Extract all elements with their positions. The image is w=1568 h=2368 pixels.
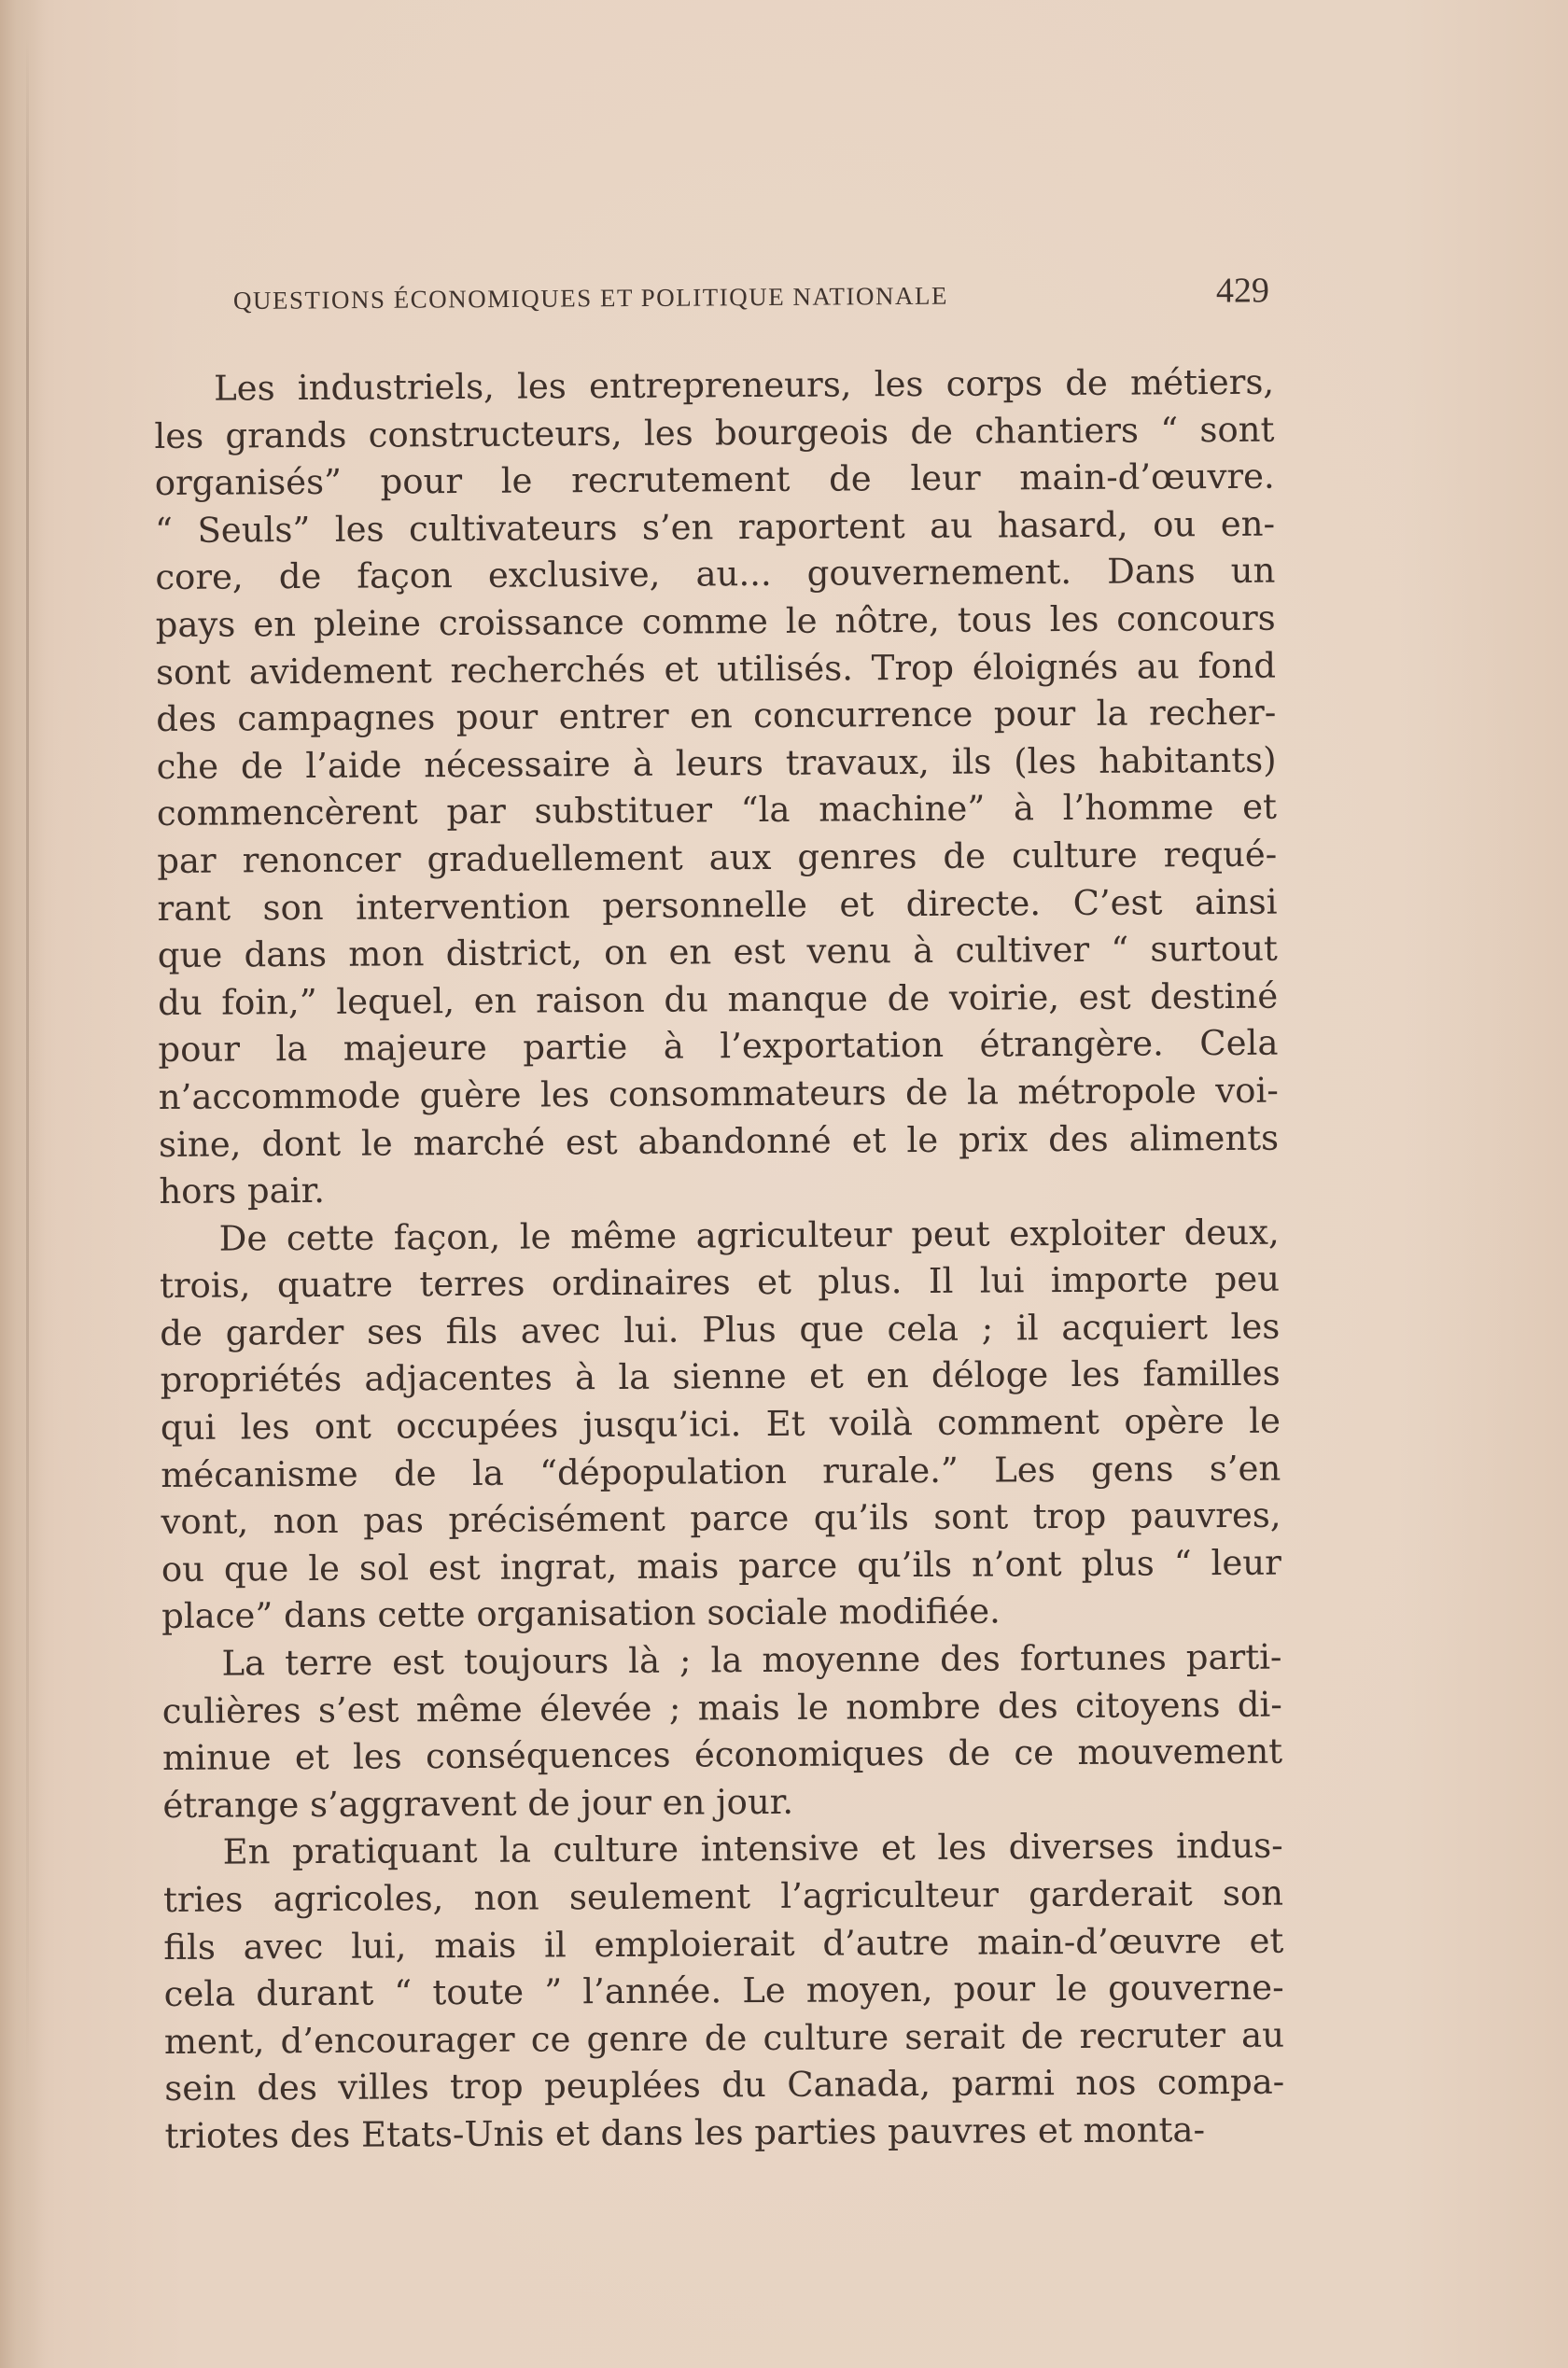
paragraph xyxy=(154,359,1280,1216)
text-line: culières s’est même élevée ; mais le nombre des citoyens di- xyxy=(161,1684,1282,1731)
text-line: des campagnes pour entrer en concurrence pour la recher- xyxy=(156,692,1277,740)
text-line: ment, d’encourager ce genre de culture serait de recruter au xyxy=(163,2014,1285,2062)
text-line: du foin,” lequel, en raison du manque de voirie, est destiné xyxy=(158,975,1279,1023)
page-header xyxy=(233,268,1269,331)
text-line: “ Seuls” les cultivateurs s’en raportent au hasard, ou en- xyxy=(154,503,1276,551)
text-line: fils avec lui, mais il emploierait d’autre main-d’œuvre et xyxy=(163,1920,1284,1968)
text-line: vont, non pas précisément parce qu’ils sont trop pauvres, xyxy=(161,1494,1281,1543)
page-gutter xyxy=(0,0,45,2368)
text-line: pour la majeure partie à l’exportation étrangère. Cela xyxy=(158,1022,1279,1071)
text-line: tries agricoles, non seulement l’agriculteur garderait son xyxy=(162,1872,1284,1920)
text-line: trois, quatre terres ordinaires et plus. Il lui importe peu xyxy=(159,1258,1281,1307)
text-line: minue et les conséquences économiques de ce mouvement xyxy=(161,1730,1283,1779)
text-line: De cette façon, le même agriculteur peut exploiter deux, xyxy=(218,1212,1280,1259)
text-line: core, de façon exclusive, au... gouvernement. Dans un xyxy=(155,551,1276,598)
text-line: En pratiquant la culture intensive et les diverses indus- xyxy=(222,1826,1283,1872)
text-line: qui les ont occupées jusqu’ici. Et voilà comment opère le xyxy=(160,1400,1281,1449)
text-line: par renoncer graduellement aux genres de culture requé- xyxy=(157,834,1278,881)
text-line: place” dans cette organisation sociale modifiée. xyxy=(161,1590,1001,1637)
text-line: ou que le sol est ingrat, mais parce qu’ils n’ont plus “ leur xyxy=(161,1542,1281,1590)
paragraph xyxy=(160,1209,1282,1641)
text-line: sein des villes trop peuplées du Canada, parmi nos compa- xyxy=(164,2062,1285,2109)
text-line: che de l’aide nécessaire à leurs travaux, ils (les habitants) xyxy=(156,739,1277,787)
running-title: QUESTIONS ÉCONOMIQUES ET POLITIQUE NATIONALE xyxy=(232,281,949,315)
text-line: étrange s’aggravent de jour en jour. xyxy=(162,1781,794,1826)
text-line: propriétés adjacentes à la sienne et en déloge les familles xyxy=(160,1353,1281,1401)
text-line: cela durant “ toute ” l’année. Le moyen, pour le gouverne- xyxy=(163,1967,1284,2015)
text-line: de garder ses fils avec lui. Plus que cela ; il acquiert les xyxy=(160,1306,1281,1353)
text-line: hors pair. xyxy=(159,1170,326,1212)
text-line: triotes des Etats-Unis et dans les parties pauvres et monta- xyxy=(164,2109,1206,2156)
text-line: Les industriels, les entrepreneurs, les corps de métiers, xyxy=(214,361,1275,409)
page-number: 429 xyxy=(1215,271,1270,311)
text-line: organisés” pour le recrutement de leur main-d’œuvre. xyxy=(154,455,1275,504)
text-line: commencèrent par substituer “la machine” à l’homme et xyxy=(156,787,1278,834)
text-line: sine, dont le marché est abandonné et le prix des aliments xyxy=(158,1117,1280,1165)
text-line: pays en pleine croissance comme le nôtre, tous les concours xyxy=(155,597,1276,645)
text-line: rant son intervention personnelle et directe. C’est ainsi xyxy=(157,881,1278,929)
text-line: les grands constructeurs, les bourgeois de chantiers “ sont xyxy=(154,409,1275,456)
text-line: sont avidement recherchés et utilisés. Trop éloignés au fond xyxy=(155,645,1277,693)
body-text xyxy=(154,359,1285,2161)
text-line: que dans mon district, on en est venu à cultiver “ surtout xyxy=(157,928,1278,976)
text-line: n’accommode guère les consommateurs de la métropole voi- xyxy=(158,1070,1279,1117)
text-line: La terre est toujours là ; la moyenne des fortunes parti- xyxy=(221,1636,1282,1684)
paragraph xyxy=(161,1634,1282,1830)
text-line: mécanisme de la “dépopulation rurale.” Les gens s’en xyxy=(161,1448,1281,1495)
binding-shadow xyxy=(26,37,29,2091)
paragraph xyxy=(163,1823,1285,2160)
